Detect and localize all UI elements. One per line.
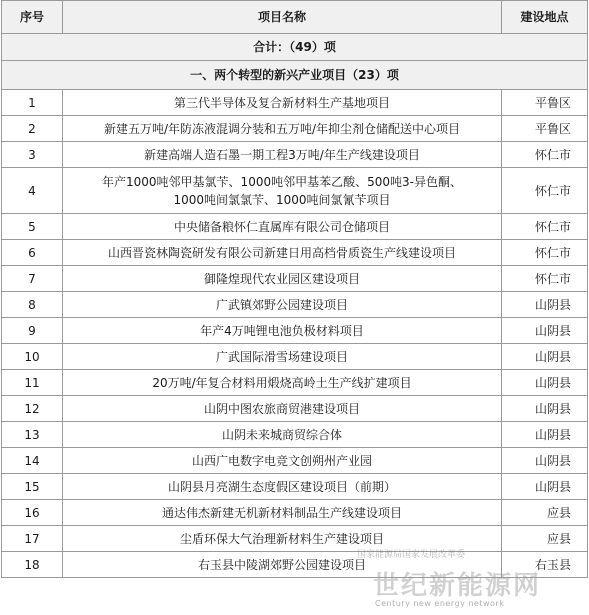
total-label: 合计：（49）项 [2,34,588,61]
row-number: 16 [2,500,63,526]
project-location: 怀仁市 [502,266,588,292]
table-row [2,292,588,318]
row-number: 15 [2,474,63,500]
row-number: 5 [2,214,63,240]
header-location: 建设地点 [502,1,588,34]
project-name [63,168,502,214]
project-name: 御隆煌现代农业园区建设项目 [63,266,502,292]
table-row [2,168,588,214]
header-row [2,1,588,34]
project-location: 山阴县 [502,422,588,448]
row-number: 17 [2,526,63,552]
table-row [2,396,588,422]
row-number: 12 [2,396,63,422]
header-no: 序号 [2,1,63,34]
project-name: 新建高端人造石墨一期工程3万吨/年生产线建设项目 [63,142,502,168]
project-location: 平鲁区 [502,116,588,142]
project-location: 山阴县 [502,318,588,344]
table-row [2,214,588,240]
project-name: 中央储备粮怀仁直属库有限公司仓储项目 [63,214,502,240]
section-row [2,61,588,90]
project-location: 应县 [502,526,588,552]
watermark-subtitle: Century new energy network [375,599,505,608]
project-table [1,0,588,578]
project-location: 怀仁市 [502,142,588,168]
project-location: 山阴县 [502,474,588,500]
project-name: 20万吨/年复合材料用煅烧高岭土生产线扩建项目 [63,370,502,396]
row-number: 11 [2,370,63,396]
table-row [2,422,588,448]
row-number: 4 [2,168,63,214]
table-row [2,448,588,474]
row-number: 13 [2,422,63,448]
table-row [2,474,588,500]
project-name: 广武镇郊野公园建设项目 [63,292,502,318]
table-row [2,318,588,344]
project-location: 怀仁市 [502,168,588,214]
table-row [2,266,588,292]
project-name: 年产4万吨锂电池负极材料项目 [63,318,502,344]
project-name: 山阴中图农旅商贸港建设项目 [63,396,502,422]
project-name: 右玉县中陵湖郊野公园建设项目 [63,552,502,578]
project-name: 广武国际滑雪场建设项目 [63,344,502,370]
row-number: 3 [2,142,63,168]
section-label: 一、两个转型的新兴产业项目（23）项 [2,61,588,90]
row-number: 10 [2,344,63,370]
row-number: 7 [2,266,63,292]
project-name: 尘盾环保大气治理新材料生产建设项目 [63,526,502,552]
project-location: 怀仁市 [502,214,588,240]
table-row [2,552,588,578]
table-row [2,500,588,526]
project-location: 山阴县 [502,396,588,422]
row-number: 9 [2,318,63,344]
project-location: 右玉县 [502,552,588,578]
project-name: 山西广电数字电竞文创朔州产业园 [63,448,502,474]
table-row [2,142,588,168]
table-row [2,90,588,116]
project-location: 山阴县 [502,448,588,474]
table-row [2,344,588,370]
row-number: 14 [2,448,63,474]
project-name: 山西晋瓷林陶瓷研发有限公司新建日用高档骨质瓷生产线建设项目 [63,240,502,266]
row-number: 6 [2,240,63,266]
project-location: 应县 [502,500,588,526]
project-name: 山阴未来城商贸综合体 [63,422,502,448]
table-row [2,116,588,142]
project-location: 怀仁市 [502,240,588,266]
project-name-line-2: 1000吨间氯氯苄、1000吨间氯氰苄项目 [173,192,391,207]
project-location: 山阴县 [502,370,588,396]
project-name: 通达伟杰新建无机新材料制品生产线建设项目 [63,500,502,526]
row-number: 1 [2,90,63,116]
row-number: 2 [2,116,63,142]
project-name: 山阴县月亮湖生态度假区建设项目（前期） [63,474,502,500]
table-row [2,240,588,266]
project-location: 山阴县 [502,292,588,318]
total-row [2,34,588,61]
table-row [2,370,588,396]
watermark-top-text: 国家能源局国家发展改革委 [357,550,466,560]
header-name: 项目名称 [63,1,502,34]
project-location: 平鲁区 [502,90,588,116]
project-name-line-1: 年产1000吨邻甲基氯苄、1000吨邻甲基苯乙酸、500吨3-异色酮、 [102,174,462,189]
project-location: 山阴县 [502,344,588,370]
row-number: 18 [2,552,63,578]
table-row [2,526,588,552]
project-name: 第三代半导体及复合新材料生产基地项目 [63,90,502,116]
row-number: 8 [2,292,63,318]
watermark-logo-text: 世纪新能源网 [373,571,542,601]
project-name: 新建五万吨/年防冻液混调分装和五万吨/年抑尘剂仓储配送中心项目 [63,116,502,142]
